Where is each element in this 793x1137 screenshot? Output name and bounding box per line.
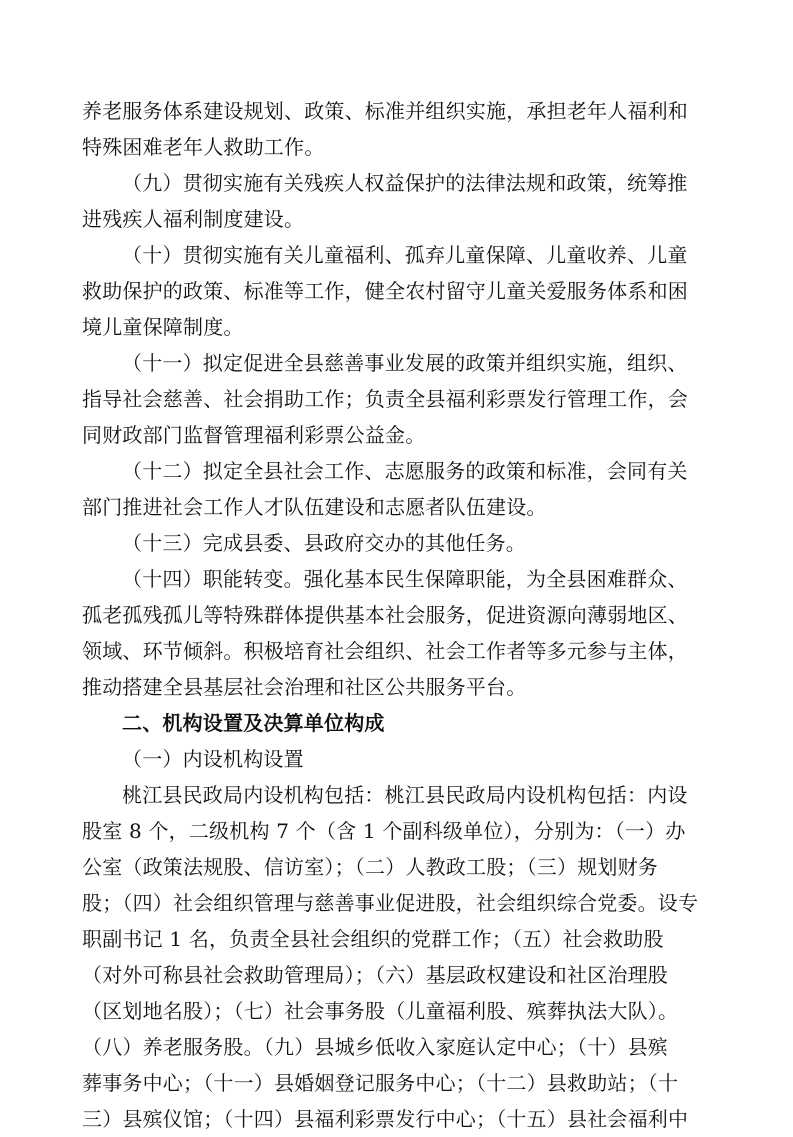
text-line: 推动搭建全县基层社会治理和社区公共服务平台。	[82, 675, 527, 699]
text-line: （对外可称县社会救助管理局）；（六）基层政权建设和社区治理股	[82, 963, 668, 987]
text-line: 境儿童保障制度。	[82, 315, 244, 339]
text-line: 部门推进社会工作人才队伍建设和志愿者队伍建设。	[82, 495, 547, 519]
text-line: （区划地名股）；（七）社会事务股（儿童福利股、殡葬执法大队）。	[82, 999, 679, 1023]
text-line: 公室（政策法规股、信访室）；（二）人教政工股；（三）规划财务	[82, 855, 658, 879]
text-line: 三）县殡仪馆；（十四）县福利彩票发行中心；（十五）县社会福利中	[82, 1107, 689, 1131]
text-line: 指导社会慈善、社会捐助工作；负责全县福利彩票发行管理工作，会	[82, 387, 688, 411]
text-line: （十三）完成县委、县政府交办的其他任务。	[122, 531, 526, 555]
subsection-heading: （一）内设机构设置	[122, 747, 304, 771]
text-line: （十一）拟定促进全县慈善事业发展的政策并组织实施，组织、	[122, 351, 688, 375]
text-line: 同财政部门监督管理福利彩票公益金。	[82, 423, 426, 447]
text-line: 救助保护的政策、标准等工作，健全农村留守儿童关爱服务体系和困	[82, 279, 688, 303]
text-line: （九）贯彻实施有关残疾人权益保护的法律法规和政策，统筹推	[122, 171, 688, 195]
text-line: 股室 8 个，二级机构 7 个（含 1 个副科级单位），分别为：（一）办	[82, 819, 686, 843]
text-line: 职副书记 1 名，负责全县社会组织的党群工作；（五）社会救助股	[82, 927, 664, 951]
text-line: 股；（四）社会组织管理与慈善事业促进股，社会组织综合党委。设专	[82, 891, 699, 915]
text-line: 进残疾人福利制度建设。	[82, 207, 305, 231]
text-line: （十四）职能转变。强化基本民生保障职能，为全县困难群众、	[122, 567, 688, 591]
text-line: （十二）拟定全县社会工作、志愿服务的政策和标准，会同有关	[122, 459, 688, 483]
section-heading: 二、机构设置及决算单位构成	[122, 711, 385, 735]
text-line: 桃江县民政局内设机构包括：桃江县民政局内设机构包括：内设	[122, 783, 688, 807]
text-line: 葬事务中心；（十一）县婚姻登记服务中心；（十二）县救助站；（十	[82, 1071, 679, 1095]
text-line: （十）贯彻实施有关儿童福利、孤弃儿童保障、儿童收养、儿童	[122, 243, 688, 267]
text-line: （八）养老服务股。（九）县城乡低收入家庭认定中心；（十）县殡	[82, 1035, 668, 1059]
text-line: 领域、环节倾斜。积极培育社会组织、社会工作者等多元参与主体，	[82, 639, 688, 663]
body-text	[82, 93, 722, 1137]
text-line: 孤老孤残孤儿等特殊群体提供基本社会服务，促进资源向薄弱地区、	[82, 603, 688, 627]
text-line: 特殊困难老年人救助工作。	[82, 135, 325, 159]
text-line: 养老服务体系建设规划、政策、标准并组织实施，承担老年人福利和	[82, 99, 688, 123]
